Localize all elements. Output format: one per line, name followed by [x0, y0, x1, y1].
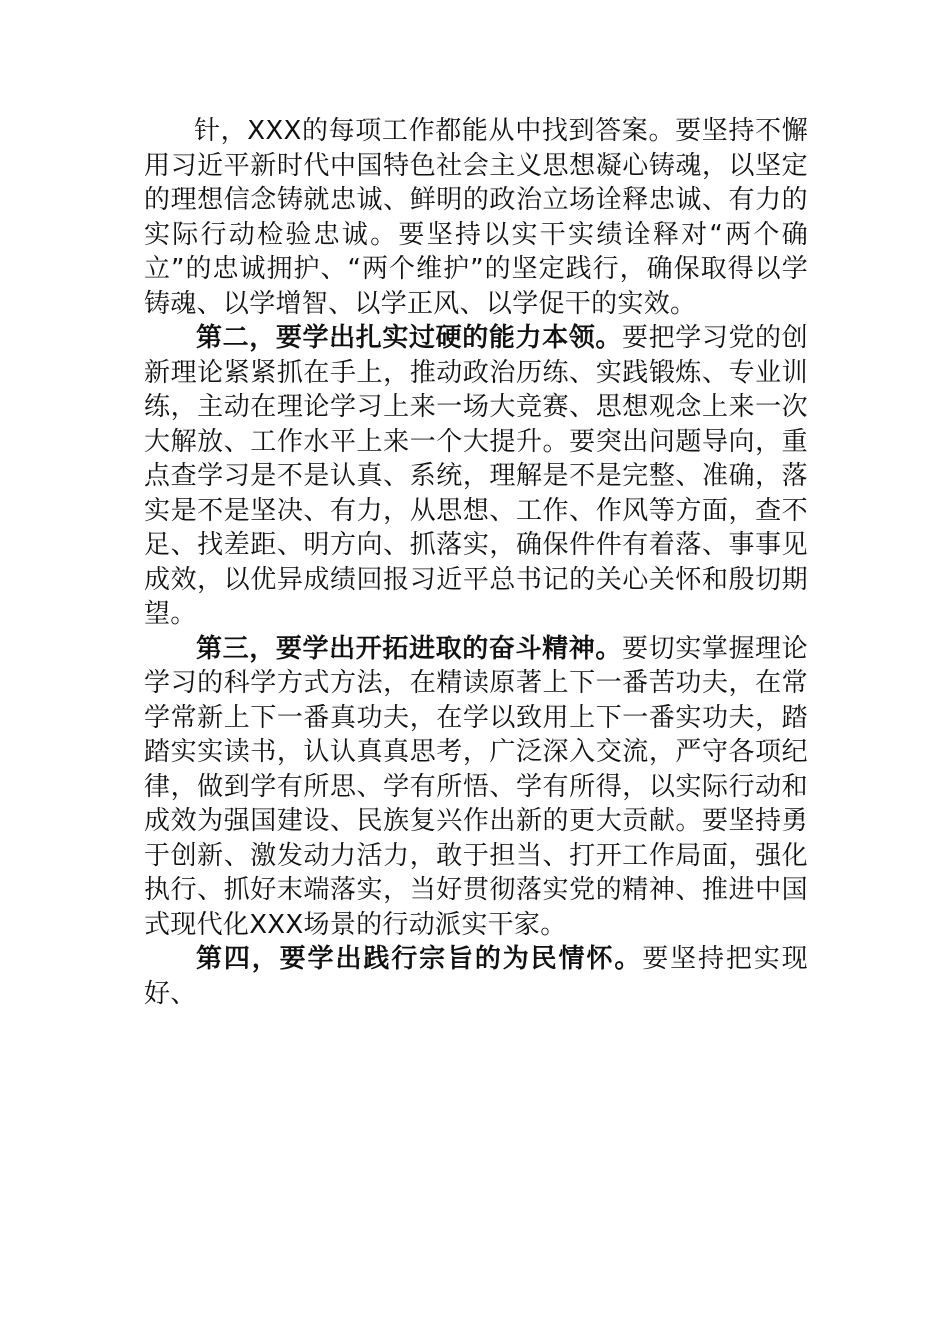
document-body [144, 114, 808, 1011]
paragraph-2-lead: 第二，要学出扎实过硬的能力本领。 [196, 323, 622, 353]
paragraph-4-text: 要坚持把实现好、 [144, 944, 808, 1009]
paragraph-3-text: 要切实掌握理论学习的科学方式方法，在精读原著上下一番苦功夫，在常学常新上下一番真功夫，在学以致用上下一番实功夫，踏踏实实读书，认认真真思考，广泛深入交流，严守各项纪律，做到学有所思、学有所悟、学有所得，以实际行动和成效为强国建设、民族复兴作出新的更大贡献。要坚持勇于创新、激发动力活力，敢于担当、打开工作局面，强化执行、抓好末端落实，当好贯彻落实党的精神、推进中国式现代化XXX场景的行动派实干家。 [144, 633, 808, 940]
paragraph-2 [144, 321, 808, 632]
paragraph-1-text: 针，XXX的每项工作都能从中找到答案。要坚持不懈用习近平新时代中国特色社会主义思想凝心铸魂，以坚定的理想信念铸就忠诚、鲜明的政治立场诠释忠诚、有力的实际行动检验忠诚。要坚持以实干实绩诠释对“两个确立”的忠诚拥护、“两个维护”的坚定践行，确保取得以学铸魂、以学增智、以学正风、以学促干的实效。 [144, 116, 808, 319]
paragraph-1 [144, 114, 808, 321]
paragraph-4 [144, 942, 808, 1011]
paragraph-4-lead: 第四，要学出践行宗旨的为民情怀。 [196, 944, 643, 974]
paragraph-3 [144, 632, 808, 943]
paragraph-2-text: 要把学习党的创新理论紧紧抓在手上，推动政治历练、实践锻炼、专业训练，主动在理论学习上来一场大竞赛、思想观念上来一次大解放、工作水平上来一个大提升。要突出问题导向，重点查学习是不是认真、系统，理解是不是完整、准确，落实是不是坚决、有力，从思想、工作、作风等方面，查不足、找差距、明方向、抓落实，确保件件有着落、事事见成效，以优异成绩回报习近平总书记的关心关怀和殷切期望。 [144, 323, 808, 629]
paragraph-3-lead: 第三，要学出开拓进取的奋斗精神。 [196, 633, 622, 664]
